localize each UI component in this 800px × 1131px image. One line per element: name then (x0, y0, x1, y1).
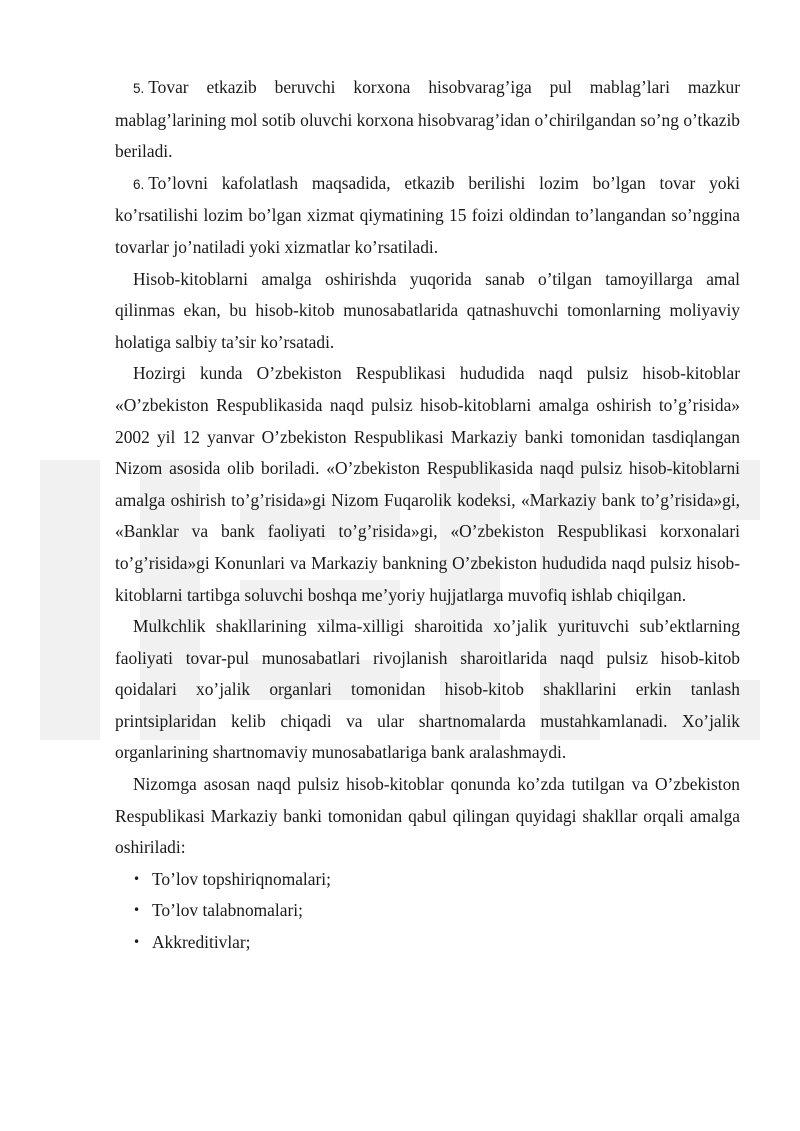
bullet-icon: • (133, 935, 141, 950)
list-item-text: To’lov talabnomalari; (152, 900, 303, 921)
list-item-5 (115, 72, 740, 168)
item-text: Tovar etkazib beruvchi korxona hisobvarag’iga pul mablag’lari mazkur mablag’larining mol sotib oluvchi korxona hisobvarag’idan o’chirilgandan so’ng o’tkazib beriladi. (115, 77, 740, 162)
list-item (115, 927, 740, 959)
paragraph-ownership-forms: Mulkchlik shakllarining xilma-xilligi sharoitida xo’jalik yurituvchi sub’ektlarning faoliyati tovar-pul munosabatlari rivojlanish sharoitlarida naqd pulsiz hisob-kitob qoidalari xo’jalik organlari tomonidan hisob-kitob shakllarini erkin tanlash printsiplaridan kelib chiqadi va ular shartnomalarda mustahkamlanadi. Xo’jalik organlarining shartnomaviy munosabatlariga bank aralashmaydi. (115, 616, 740, 763)
list-item-text: To’lov topshiriqnomalari; (152, 868, 331, 889)
item-text: To’lovni kafolatlash maqsadida, etkazib berilishi lozim bo’lgan tovar yoki ko’rsatilishi lozim bo’lgan xizmat qiymatining 15 foizi oldindan to’langandan so’nggina tovarlar jo’natiladi yoki xizmatlar ko’rsatiladi. (115, 172, 740, 257)
item-number: 5. (133, 81, 145, 96)
bullet-icon: • (133, 903, 141, 918)
paragraph-settlement-forms: Nizomga asosan naqd pulsiz hisob-kitoblar qonunda ko’zda tutilgan va O’zbekiston Respublikasi Markaziy banki tomonidan qabul qilingan quyidagi shakllar orqali amalga oshiriladi: (115, 774, 740, 858)
list-item-6 (115, 168, 740, 264)
list-item (115, 895, 740, 927)
document-body (115, 72, 740, 959)
item-number: 6. (133, 176, 145, 192)
list-item (115, 864, 740, 896)
paragraph-regulation: Hozirgi kunda O’zbekiston Respublikasi hududida naqd pulsiz hisob-kitoblar «O’zbekiston Respublikasida naqd pulsiz hisob-kitoblarni amalga oshirish to’g’risida» 2002 yil 12 yanvar O’zbekiston Respublikasi Markaziy banki tomonidan tasdiqlangan Nizom asosida olib boriladi. «O’zbekiston Respublikasida naqd pulsiz hisob-kitoblarni amalga oshirish to’g’risida»gi Nizom Fuqarolik kodeksi, «Markaziy bank to’g’risida»gi, «Banklar va bank faoliyati to’g’risida»gi, «O’zbekiston Respublikasi korxonalari to’g’risida»gi Konunlari va Markaziy bankning O’zbekiston hududida naqd pulsiz hisob-kitoblarni tartibga soluvchi boshqa me’yoriy hujjatlarga muvofiq ishlab chiqilgan. (115, 363, 740, 605)
settlement-forms-list (115, 864, 740, 959)
bullet-icon: • (133, 871, 141, 886)
paragraph-principles: Hisob-kitoblarni amalga oshirishda yuqorida sanab o’tilgan tamoyillarga amal qilinmas ekan, bu hisob-kitob munosabatlarida qatnashuvchi tomonlarning moliyaviy holatiga salbiy ta’sir ko’rsatadi. (115, 268, 740, 352)
list-item-text: Akkreditivlar; (152, 932, 251, 953)
